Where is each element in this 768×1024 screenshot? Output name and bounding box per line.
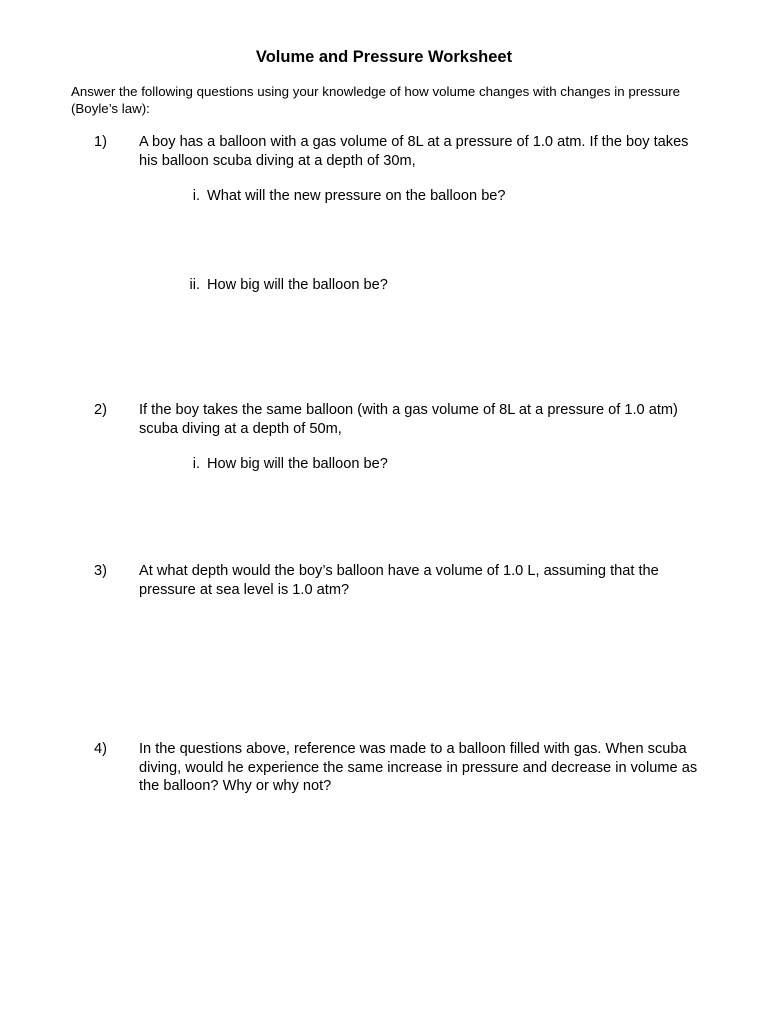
- question-text: At what depth would the boy’s balloon have a volume of 1.0 L, assuming that the pressure at sea level is 1.0 atm?: [139, 563, 659, 598]
- question-number: 1): [94, 134, 107, 150]
- sub-item-text: How big will the balloon be?: [207, 277, 388, 293]
- question-number: 4): [94, 741, 107, 757]
- sub-item-marker: ii.: [189, 277, 200, 293]
- sub-item-marker: i.: [192, 188, 200, 204]
- question-text: If the boy takes the same balloon (with a gas volume of 8L at a pressure of 1.0 atm) scuba diving at a depth of 50m,: [139, 402, 678, 437]
- sub-item-text: How big will the balloon be?: [207, 456, 388, 472]
- page-title: Volume and Pressure Worksheet: [255, 48, 513, 66]
- question-number: 2): [94, 402, 107, 418]
- sub-item-text: What will the new pressure on the balloon be?: [207, 188, 506, 204]
- question-number: 3): [94, 563, 107, 579]
- sub-item-marker: i.: [192, 456, 200, 472]
- question-text: In the questions above, reference was made to a balloon filled with gas. When scuba diving, would he experience the same increase in pressure and decrease in volume as the balloon? Why or why not?: [139, 741, 698, 794]
- intro-paragraph: Answer the following questions using your knowledge of how volume changes with changes in pressure (Boyle’s law):: [71, 84, 681, 116]
- question-text: A boy has a balloon with a gas volume of 8L at a pressure of 1.0 atm. If the boy takes his balloon scuba diving at a depth of 30m,: [139, 134, 689, 169]
